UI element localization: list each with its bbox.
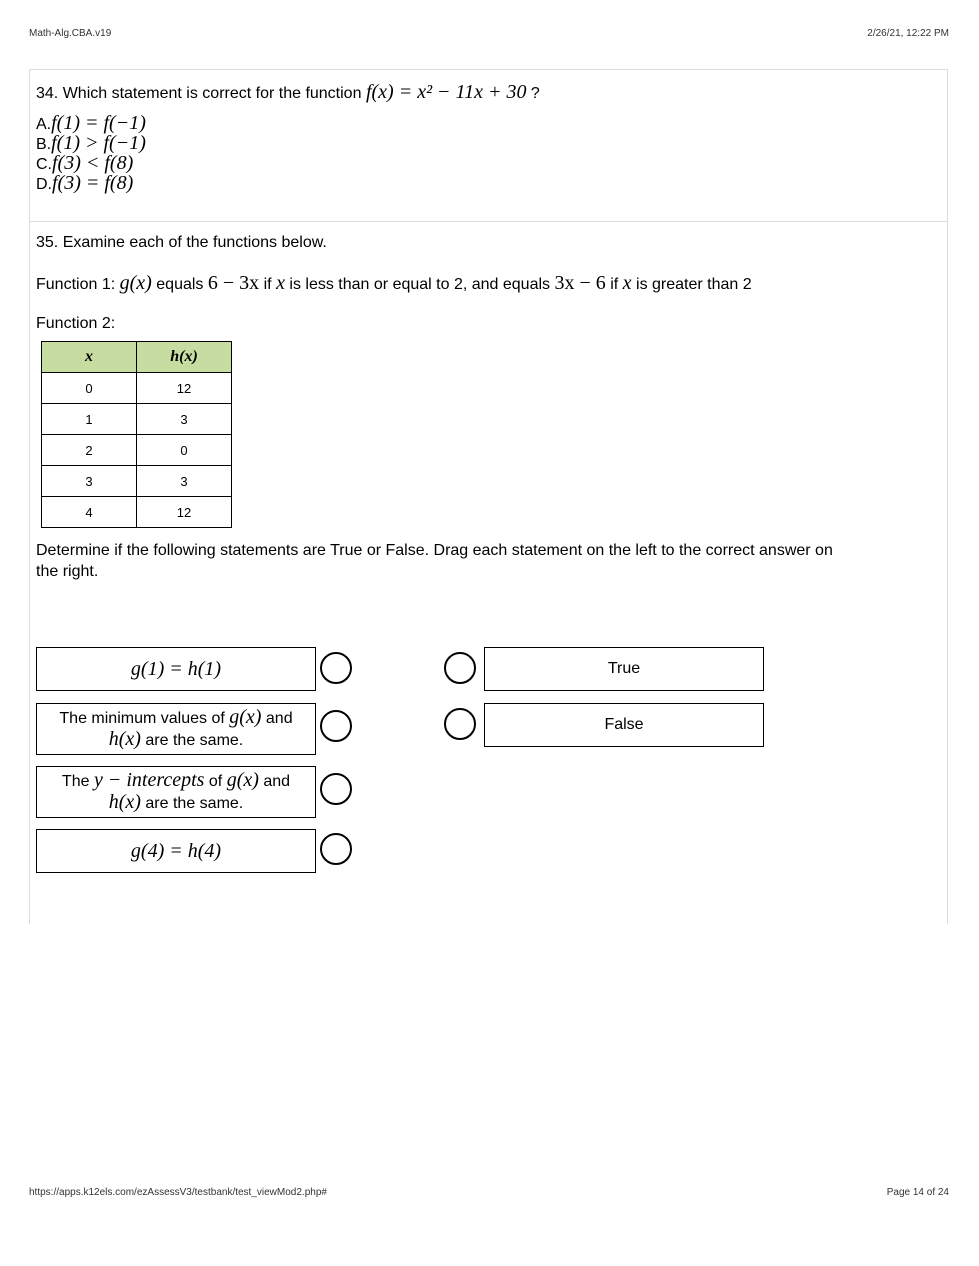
instructions-line-1: Determine if the following statements are True or False. Drag each statement on the left to the correct answer on (36, 542, 833, 559)
question-34 (29, 69, 948, 222)
statement-text: g(4) = h(4) (130, 840, 222, 862)
table-row (42, 435, 232, 466)
option-letter: B. (36, 136, 52, 153)
q34-suffix: ? (530, 85, 540, 102)
statement-text: g(1) = h(1) (130, 658, 222, 680)
text: is less than or equal to 2, and equals (289, 276, 551, 293)
var-x: x (622, 272, 632, 294)
statement-card-minimum-values[interactable] (36, 703, 316, 755)
cell-hx: 3 (137, 466, 232, 497)
table-row (42, 404, 232, 435)
text: are the same. (145, 795, 244, 812)
q34-function: f(x) = x² − 11x + 30 (365, 81, 527, 103)
question-35 (29, 222, 948, 924)
statement-text (62, 770, 290, 814)
text: of (208, 773, 223, 790)
instructions-line-2: the right. (36, 563, 99, 580)
y-intercepts: y − intercepts (93, 769, 205, 791)
text: The minimum values of (59, 710, 225, 727)
g-of-x: g(x) (119, 272, 152, 294)
function-2-table (41, 341, 232, 528)
g-of-x: g(x) (226, 769, 259, 791)
cell-hx: 12 (137, 373, 232, 404)
print-header-title: Math-Alg.CBA.v19 (29, 28, 112, 39)
option-expr: f(1) > f(−1) (51, 132, 146, 154)
cell-hx: 3 (137, 404, 232, 435)
cell-x: 1 (42, 404, 137, 435)
true-target-circle[interactable] (444, 652, 476, 684)
statement-2-drop-circle[interactable] (320, 710, 352, 742)
table-header-row (42, 342, 232, 373)
text: if (263, 276, 272, 293)
print-footer-page: Page 14 of 24 (886, 1187, 949, 1198)
h-of-x: h(x) (108, 728, 141, 750)
q35-prompt: 35. Examine each of the functions below. (36, 234, 327, 251)
piece-2: 3x − 6 (554, 272, 606, 294)
print-footer-url: https://apps.k12els.com/ezAssessV3/testbank/test_viewMod2.php# (29, 1187, 327, 1198)
cell-hx: 12 (137, 497, 232, 528)
false-label: False (604, 716, 644, 733)
statement-1-drop-circle[interactable] (320, 652, 352, 684)
table-row (42, 497, 232, 528)
function-1-definition (36, 273, 752, 295)
text: equals (156, 276, 204, 293)
statement-3-drop-circle[interactable] (320, 773, 352, 805)
text: is greater than 2 (636, 276, 752, 293)
var-x: x (276, 272, 285, 294)
q34-prompt-line (36, 82, 540, 104)
statement-card-y-intercepts[interactable] (36, 766, 316, 818)
column-header-x: x (42, 342, 137, 373)
option-letter: A. (36, 116, 52, 133)
g-of-x: g(x) (229, 706, 262, 728)
statement-4-drop-circle[interactable] (320, 833, 352, 865)
statement-text (59, 707, 292, 751)
option-expr: f(3) = f(8) (52, 172, 134, 194)
function-1-label: Function 1: (36, 276, 116, 293)
table-row (42, 373, 232, 404)
piece-1: 6 − 3x (207, 272, 260, 294)
q34-prompt: 34. Which statement is correct for the function (36, 85, 362, 102)
cell-x: 3 (42, 466, 137, 497)
print-header-datetime: 2/26/21, 12:22 PM (867, 28, 949, 39)
cell-x: 2 (42, 435, 137, 466)
cell-hx: 0 (137, 435, 232, 466)
text: if (610, 276, 619, 293)
column-header-hx: h(x) (137, 342, 232, 373)
statement-card-g1-equals-h1[interactable] (36, 647, 316, 691)
true-answer-box[interactable] (484, 647, 764, 691)
option-letter: C. (36, 156, 52, 173)
text: and (265, 710, 293, 727)
true-label: True (607, 660, 641, 677)
text: are the same. (145, 732, 244, 749)
q34-option-d[interactable] (36, 173, 133, 195)
false-target-circle[interactable] (444, 708, 476, 740)
cell-x: 4 (42, 497, 137, 528)
text: The (61, 773, 90, 790)
function-2-label: Function 2: (36, 315, 116, 332)
statement-card-g4-equals-h4[interactable] (36, 829, 316, 873)
h-of-x: h(x) (108, 791, 141, 813)
cell-x: 0 (42, 373, 137, 404)
table-row (42, 466, 232, 497)
option-letter: D. (36, 176, 52, 193)
option-expr: f(3) < f(8) (52, 152, 134, 174)
text: and (263, 773, 291, 790)
false-answer-box[interactable] (484, 703, 764, 747)
option-expr: f(1) = f(−1) (51, 112, 146, 134)
